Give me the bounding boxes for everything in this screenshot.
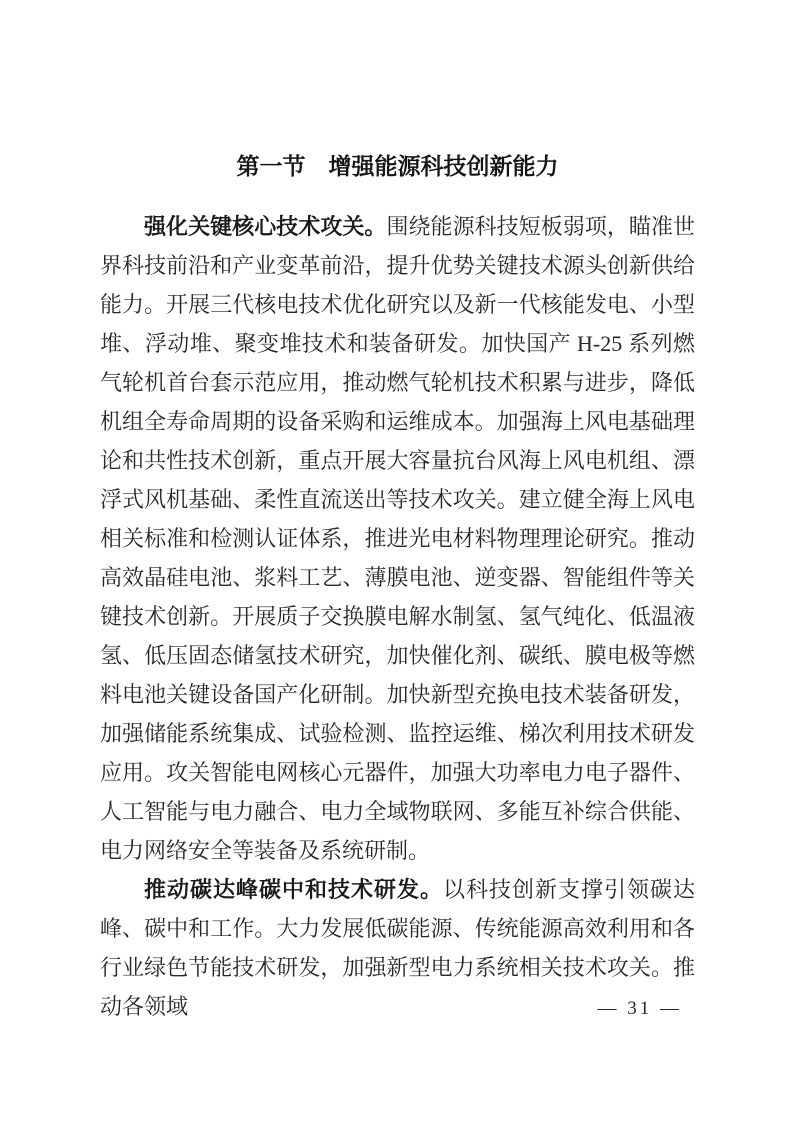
section-heading: 第一节 增强能源科技创新能力 — [236, 153, 559, 179]
page-content — [100, 150, 695, 1026]
paragraph-2-body: 以科技创新支撑引领碳达峰、碳中和工作。大力发展低碳能源、传统能源高效利用和各行业绿色节能技术研发，加强新型电力系统相关技术攻关。推动各领域 — [100, 877, 695, 1019]
paragraph-key-core-tech — [100, 207, 695, 870]
paragraph-1-lead: 强化关键核心技术攻关。 — [144, 214, 387, 239]
page-number: — 31 — — [597, 998, 682, 1019]
paragraph-1-body: 围绕能源科技短板弱项，瞄准世界科技前沿和产业变革前沿，提升优势关键技术源头创新供给能力。开展三代核电技术优化研究以及新一代核能发电、小型堆、浮动堆、聚变堆技术和装备研发。加快国产 H-25 系列燃气轮机首台套示范应用，推动燃气轮机技术积累与进步，降低机组全寿命周期的设备采购和运维成本。加强海上风电基础理论和共性技术创新，重点开展大容量抗台风海上风电机组、漂浮式风机基础、柔性直流送出等技术攻关。建立健全海上风电相关标准和检测认证体系，推进光电材料物理理论研究。推动高效晶硅电池、浆料工艺、薄膜电池、逆变器、智能组件等关键技术创新。开展质子交换膜电解水制氢、氢气纯化、低温液氢、低压固态储氢技术研究，加快催化剂、碳纸、膜电极等燃料电池关键设备国产化研制。加快新型充换电技术装备研发，加强储能系统集成、试验检测、监控运维、梯次利用技术研发应用。攻关智能电网核心元器件，加强大功率电力电子器件、人工智能与电力融合、电力全域物联网、多能互补综合供能、电力网络安全等装备及系统研制。 — [100, 214, 695, 863]
paragraph-2-lead: 推动碳达峰碳中和技术研发。 — [144, 877, 443, 902]
